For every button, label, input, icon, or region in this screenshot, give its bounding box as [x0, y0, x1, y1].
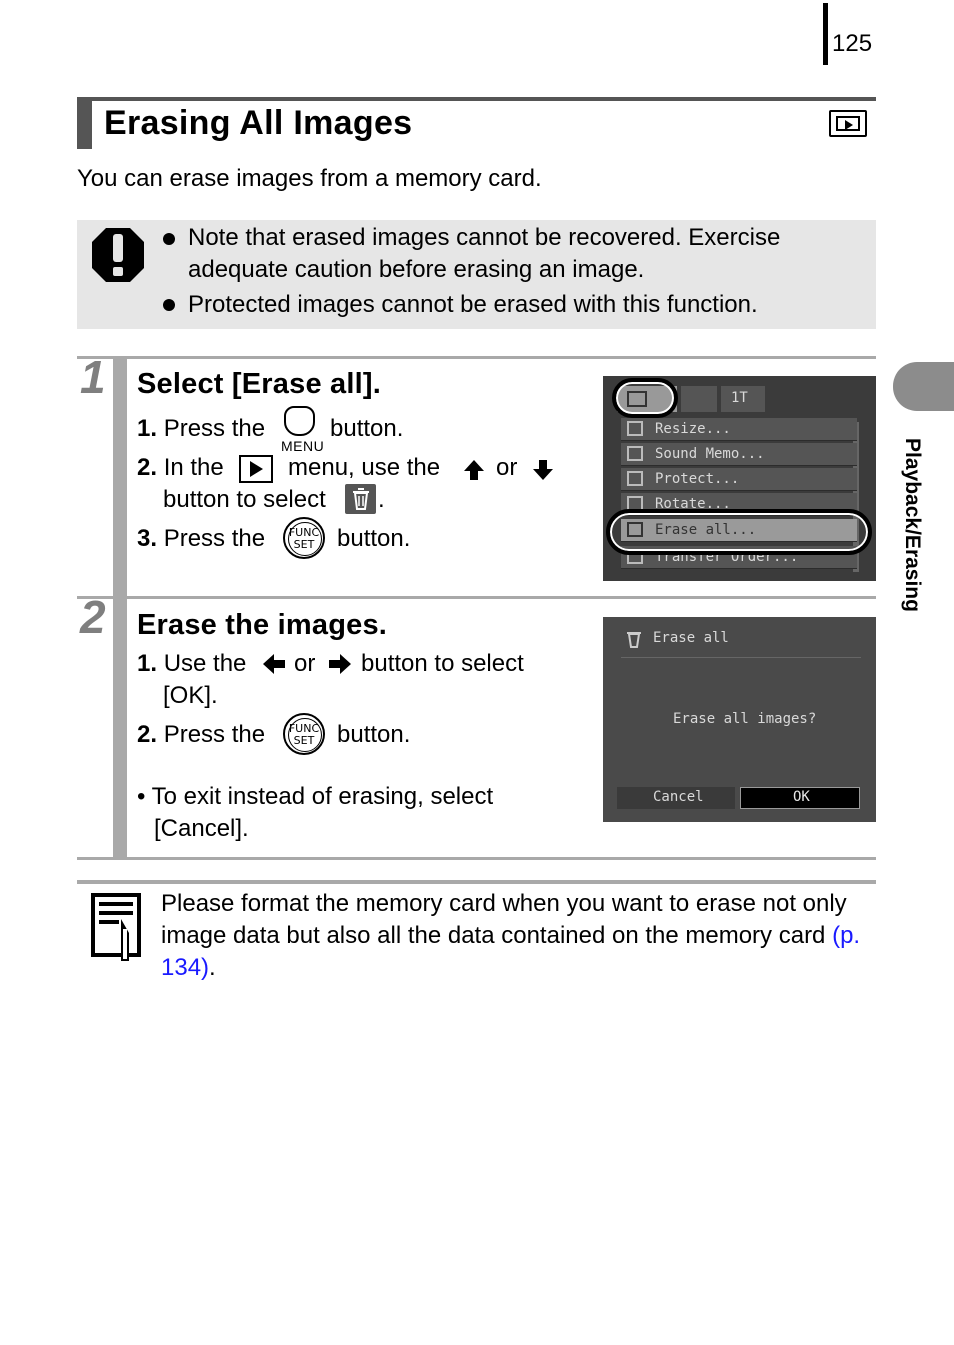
- playback-mode-icon: [829, 110, 867, 137]
- page-title: Erasing All Images: [104, 104, 413, 142]
- step-divider: [77, 596, 876, 599]
- instruction-text: button to select: [361, 650, 524, 677]
- camera-menu-screenshot: 1T Resize... Sound Memo... Protect... Rotate... Erase all... Transfer Order...: [603, 376, 876, 581]
- arrow-right-icon: [328, 653, 352, 675]
- or-text: or: [294, 650, 316, 677]
- erase-all-icon: [345, 484, 376, 514]
- instruction-text: [OK].: [163, 682, 218, 709]
- instruction-1: 1. Press the: [137, 415, 266, 442]
- step-number: 2: [80, 591, 106, 643]
- instruction-text: button.: [337, 721, 411, 748]
- step-heading: Erase the images.: [137, 609, 388, 641]
- step-heading: Select [Erase all].: [137, 368, 381, 400]
- section-tab: [893, 362, 954, 411]
- func-set-button-icon: FUNC SET: [283, 517, 325, 559]
- instruction-text: button to select: [163, 486, 326, 513]
- step-number: 1: [80, 351, 106, 403]
- item-highlight: [606, 509, 872, 555]
- or-text: or: [496, 454, 518, 481]
- title-rule: [77, 97, 876, 101]
- instruction-text: menu, use the: [288, 454, 441, 481]
- step-bar: [113, 599, 127, 857]
- func-set-button-icon: FUNC SET: [283, 713, 325, 755]
- intro-text: You can erase images from a memory card.: [77, 165, 542, 192]
- menu-button-icon: [284, 406, 315, 436]
- section-label: Playback/Erasing: [901, 438, 924, 612]
- caution-bullet-1: Note that erased images cannot be recovered. Exercise adequate caution before erasing an image.: [188, 224, 781, 283]
- page-number: 125: [832, 30, 873, 57]
- title-marker: [77, 101, 92, 149]
- period: .: [378, 486, 385, 513]
- arrow-down-icon: [532, 459, 554, 481]
- exit-note-cont: [Cancel].: [154, 815, 249, 842]
- instruction-text: button.: [337, 525, 411, 552]
- bullet-dot: [163, 233, 175, 245]
- memo-divider: [77, 880, 876, 884]
- instruction-2: 2. Press the: [137, 721, 266, 748]
- page-link[interactable]: (p. 134): [161, 922, 861, 981]
- camera-confirm-screenshot: Erase all Erase all images? Cancel OK: [603, 617, 876, 822]
- instruction-3: 3. Press the: [137, 525, 266, 552]
- tab-highlight: [612, 378, 678, 418]
- instruction-2: 2. In the: [137, 454, 224, 481]
- step-bar: [113, 359, 127, 596]
- memo-icon: [91, 893, 145, 963]
- step-divider: [77, 356, 876, 359]
- caution-bullet-2: Protected images cannot be erased with this function.: [188, 291, 758, 318]
- arrow-left-icon: [262, 653, 286, 675]
- page-number-rule: [823, 3, 828, 65]
- arrow-up-icon: [463, 459, 485, 481]
- instruction-1: 1. Use the: [137, 650, 247, 677]
- exit-note: • To exit instead of erasing, select: [137, 783, 494, 810]
- bullet-dot: [163, 299, 175, 311]
- caution-icon: [90, 226, 146, 284]
- playback-icon: [239, 455, 273, 483]
- memo-text: Please format the memory card when you want to erase not only image data but also all the data contained on the memory card (p. 134).: [161, 890, 861, 981]
- step-divider: [77, 857, 876, 860]
- instruction-text: button.: [330, 415, 404, 442]
- menu-label: MENU: [281, 438, 325, 454]
